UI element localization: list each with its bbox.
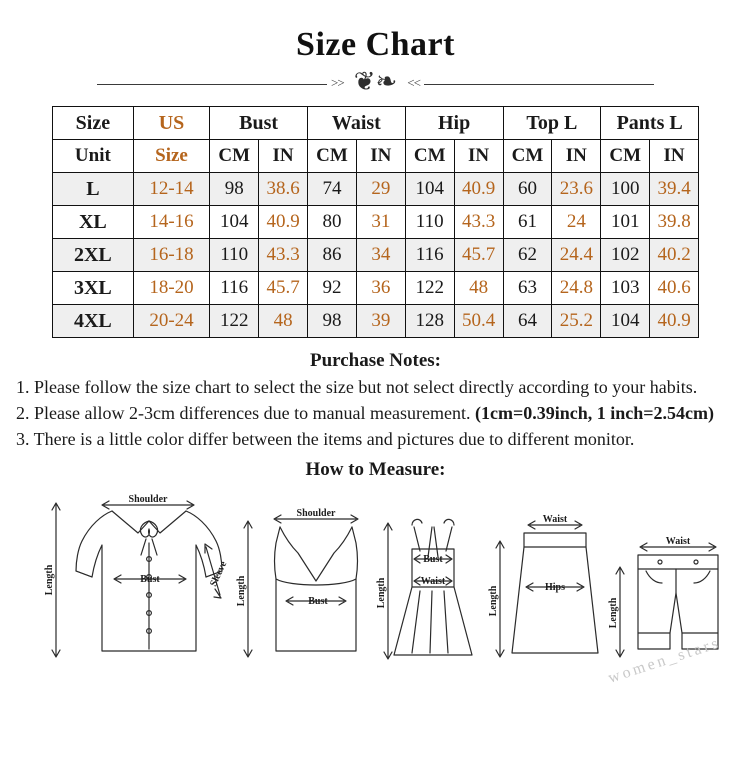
cell-bust-cm: 110 — [210, 239, 259, 272]
cell-waist-cm: 86 — [308, 239, 357, 272]
cell-pantsl-in: 39.4 — [650, 173, 699, 206]
divider-rule-left — [97, 84, 327, 85]
flourish-ornament-icon: ❦❧ — [353, 67, 398, 96]
diagram-blouse — [52, 501, 222, 657]
label-waist: Waist — [420, 576, 446, 588]
purchase-notes-heading: Purchase Notes: — [309, 350, 442, 371]
cell-topl-in: 24.8 — [552, 272, 601, 305]
table-row — [53, 206, 699, 239]
label-shoulder: Shoulder — [128, 494, 168, 506]
unit-waist-cm: CM — [308, 140, 357, 173]
header-top-length: Top L — [503, 107, 601, 140]
cell-bust-cm: 104 — [210, 206, 259, 239]
cell-waist-in: 29 — [356, 173, 405, 206]
label-bust: Bust — [140, 574, 160, 586]
cell-pantsl-cm: 102 — [601, 239, 650, 272]
cell-pantsl-cm: 103 — [601, 272, 650, 305]
cell-hip-cm: 128 — [405, 305, 454, 338]
cell-hip-in: 43.3 — [454, 206, 503, 239]
label-waist: Waist — [542, 514, 568, 526]
ornamental-divider — [0, 66, 751, 102]
header-us: US — [133, 107, 210, 140]
cell-waist-in: 36 — [356, 272, 405, 305]
cell-hip-cm: 122 — [405, 272, 454, 305]
cell-hip-cm: 116 — [405, 239, 454, 272]
diagram-shorts — [616, 543, 718, 657]
cell-topl-in: 23.6 — [552, 173, 601, 206]
cell-topl-cm: 63 — [503, 272, 552, 305]
cell-waist-cm: 74 — [308, 173, 357, 206]
header-size: Size — [53, 107, 134, 140]
cell-pantsl-in: 40.2 — [650, 239, 699, 272]
divider-rule-right — [424, 84, 654, 85]
cell-waist-in: 34 — [356, 239, 405, 272]
cell-size: 2XL — [53, 239, 134, 272]
diagram-dress — [384, 520, 472, 660]
size-chart-table — [52, 106, 699, 338]
unit-bust-cm: CM — [210, 140, 259, 173]
table-row — [53, 305, 699, 338]
chevron-right-icon: >> — [331, 75, 344, 90]
diagram-tank-top — [244, 515, 358, 657]
cell-size: L — [53, 173, 134, 206]
unit-pantsl-in: IN — [650, 140, 699, 173]
purchase-notes — [0, 338, 751, 451]
cell-bust-in: 48 — [259, 305, 308, 338]
unit-topl-in: IN — [552, 140, 601, 173]
cell-us: 14-16 — [133, 206, 210, 239]
cell-us: 20-24 — [133, 305, 210, 338]
cell-pantsl-in: 40.6 — [650, 272, 699, 305]
how-to-measure-heading: How to Measure: — [305, 459, 446, 481]
measurement-diagram-svg — [8, 483, 743, 683]
label-bust: Bust — [423, 554, 443, 566]
page-title: Size Chart — [296, 26, 455, 63]
cell-topl-cm: 62 — [503, 239, 552, 272]
label-waist: Waist — [665, 536, 691, 548]
label-bust: Bust — [308, 596, 328, 608]
purchase-note-2-conversion: (1cm=0.39inch, 1 inch=2.54cm) — [475, 402, 715, 423]
unit-waist-in: IN — [356, 140, 405, 173]
table-header-groups — [53, 107, 699, 140]
cell-topl-in: 25.2 — [552, 305, 601, 338]
measurement-diagrams — [0, 483, 751, 688]
header-waist: Waist — [308, 107, 406, 140]
table-row — [53, 239, 699, 272]
cell-size: XL — [53, 206, 134, 239]
cell-topl-in: 24.4 — [552, 239, 601, 272]
header-pants-length: Pants L — [601, 107, 699, 140]
label-length: Length — [236, 575, 247, 607]
cell-hip-cm: 110 — [405, 206, 454, 239]
purchase-note-2-text: 2. Please allow 2-3cm differences due to manual measurement. — [16, 402, 476, 423]
cell-waist-in: 39 — [356, 305, 405, 338]
cell-bust-in: 45.7 — [259, 272, 308, 305]
cell-topl-cm: 64 — [503, 305, 552, 338]
watermark: women_stars — [605, 634, 723, 688]
cell-us: 12-14 — [133, 173, 210, 206]
label-length: Length — [608, 597, 619, 629]
cell-pantsl-in: 39.8 — [650, 206, 699, 239]
label-hips: Hips — [544, 582, 566, 594]
cell-topl-cm: 60 — [503, 173, 552, 206]
cell-size: 3XL — [53, 272, 134, 305]
cell-size: 4XL — [53, 305, 134, 338]
cell-bust-cm: 98 — [210, 173, 259, 206]
unit-pantsl-cm: CM — [601, 140, 650, 173]
cell-us: 16-18 — [133, 239, 210, 272]
cell-waist-cm: 98 — [308, 305, 357, 338]
unit-hip-in: IN — [454, 140, 503, 173]
label-length: Length — [44, 564, 55, 596]
purchase-note-2 — [16, 402, 735, 426]
cell-bust-cm: 122 — [210, 305, 259, 338]
unit-us-size: Size — [133, 140, 210, 173]
header-hip: Hip — [405, 107, 503, 140]
cell-hip-cm: 104 — [405, 173, 454, 206]
label-shoulder: Shoulder — [296, 508, 336, 520]
label-length: Length — [376, 577, 387, 609]
cell-waist-cm: 92 — [308, 272, 357, 305]
cell-pantsl-cm: 100 — [601, 173, 650, 206]
purchase-note-1: 1. Please follow the size chart to select the size but not select directly according to your habits. — [16, 377, 698, 397]
cell-hip-in: 50.4 — [454, 305, 503, 338]
cell-pantsl-in: 40.9 — [650, 305, 699, 338]
cell-hip-in: 45.7 — [454, 239, 503, 272]
cell-topl-cm: 61 — [503, 206, 552, 239]
cell-pantsl-cm: 101 — [601, 206, 650, 239]
cell-pantsl-cm: 104 — [601, 305, 650, 338]
unit-topl-cm: CM — [503, 140, 552, 173]
table-row — [53, 173, 699, 206]
chevron-left-icon: << — [407, 75, 420, 90]
label-length: Length — [488, 585, 499, 617]
unit-label: Unit — [53, 140, 134, 173]
size-chart-table-wrap — [0, 106, 751, 338]
label-sleeve: Sleeve — [208, 559, 230, 589]
unit-hip-cm: CM — [405, 140, 454, 173]
cell-hip-in: 48 — [454, 272, 503, 305]
cell-waist-in: 31 — [356, 206, 405, 239]
purchase-note-3: 3. There is a little color differ between the items and pictures due to different monitor. — [16, 428, 635, 449]
unit-bust-in: IN — [259, 140, 308, 173]
cell-topl-in: 24 — [552, 206, 601, 239]
cell-hip-in: 40.9 — [454, 173, 503, 206]
cell-bust-cm: 116 — [210, 272, 259, 305]
cell-bust-in: 38.6 — [259, 173, 308, 206]
cell-waist-cm: 80 — [308, 206, 357, 239]
cell-us: 18-20 — [133, 272, 210, 305]
cell-bust-in: 40.9 — [259, 206, 308, 239]
cell-bust-in: 43.3 — [259, 239, 308, 272]
table-unit-row — [53, 140, 699, 173]
table-row — [53, 272, 699, 305]
header-bust: Bust — [210, 107, 308, 140]
